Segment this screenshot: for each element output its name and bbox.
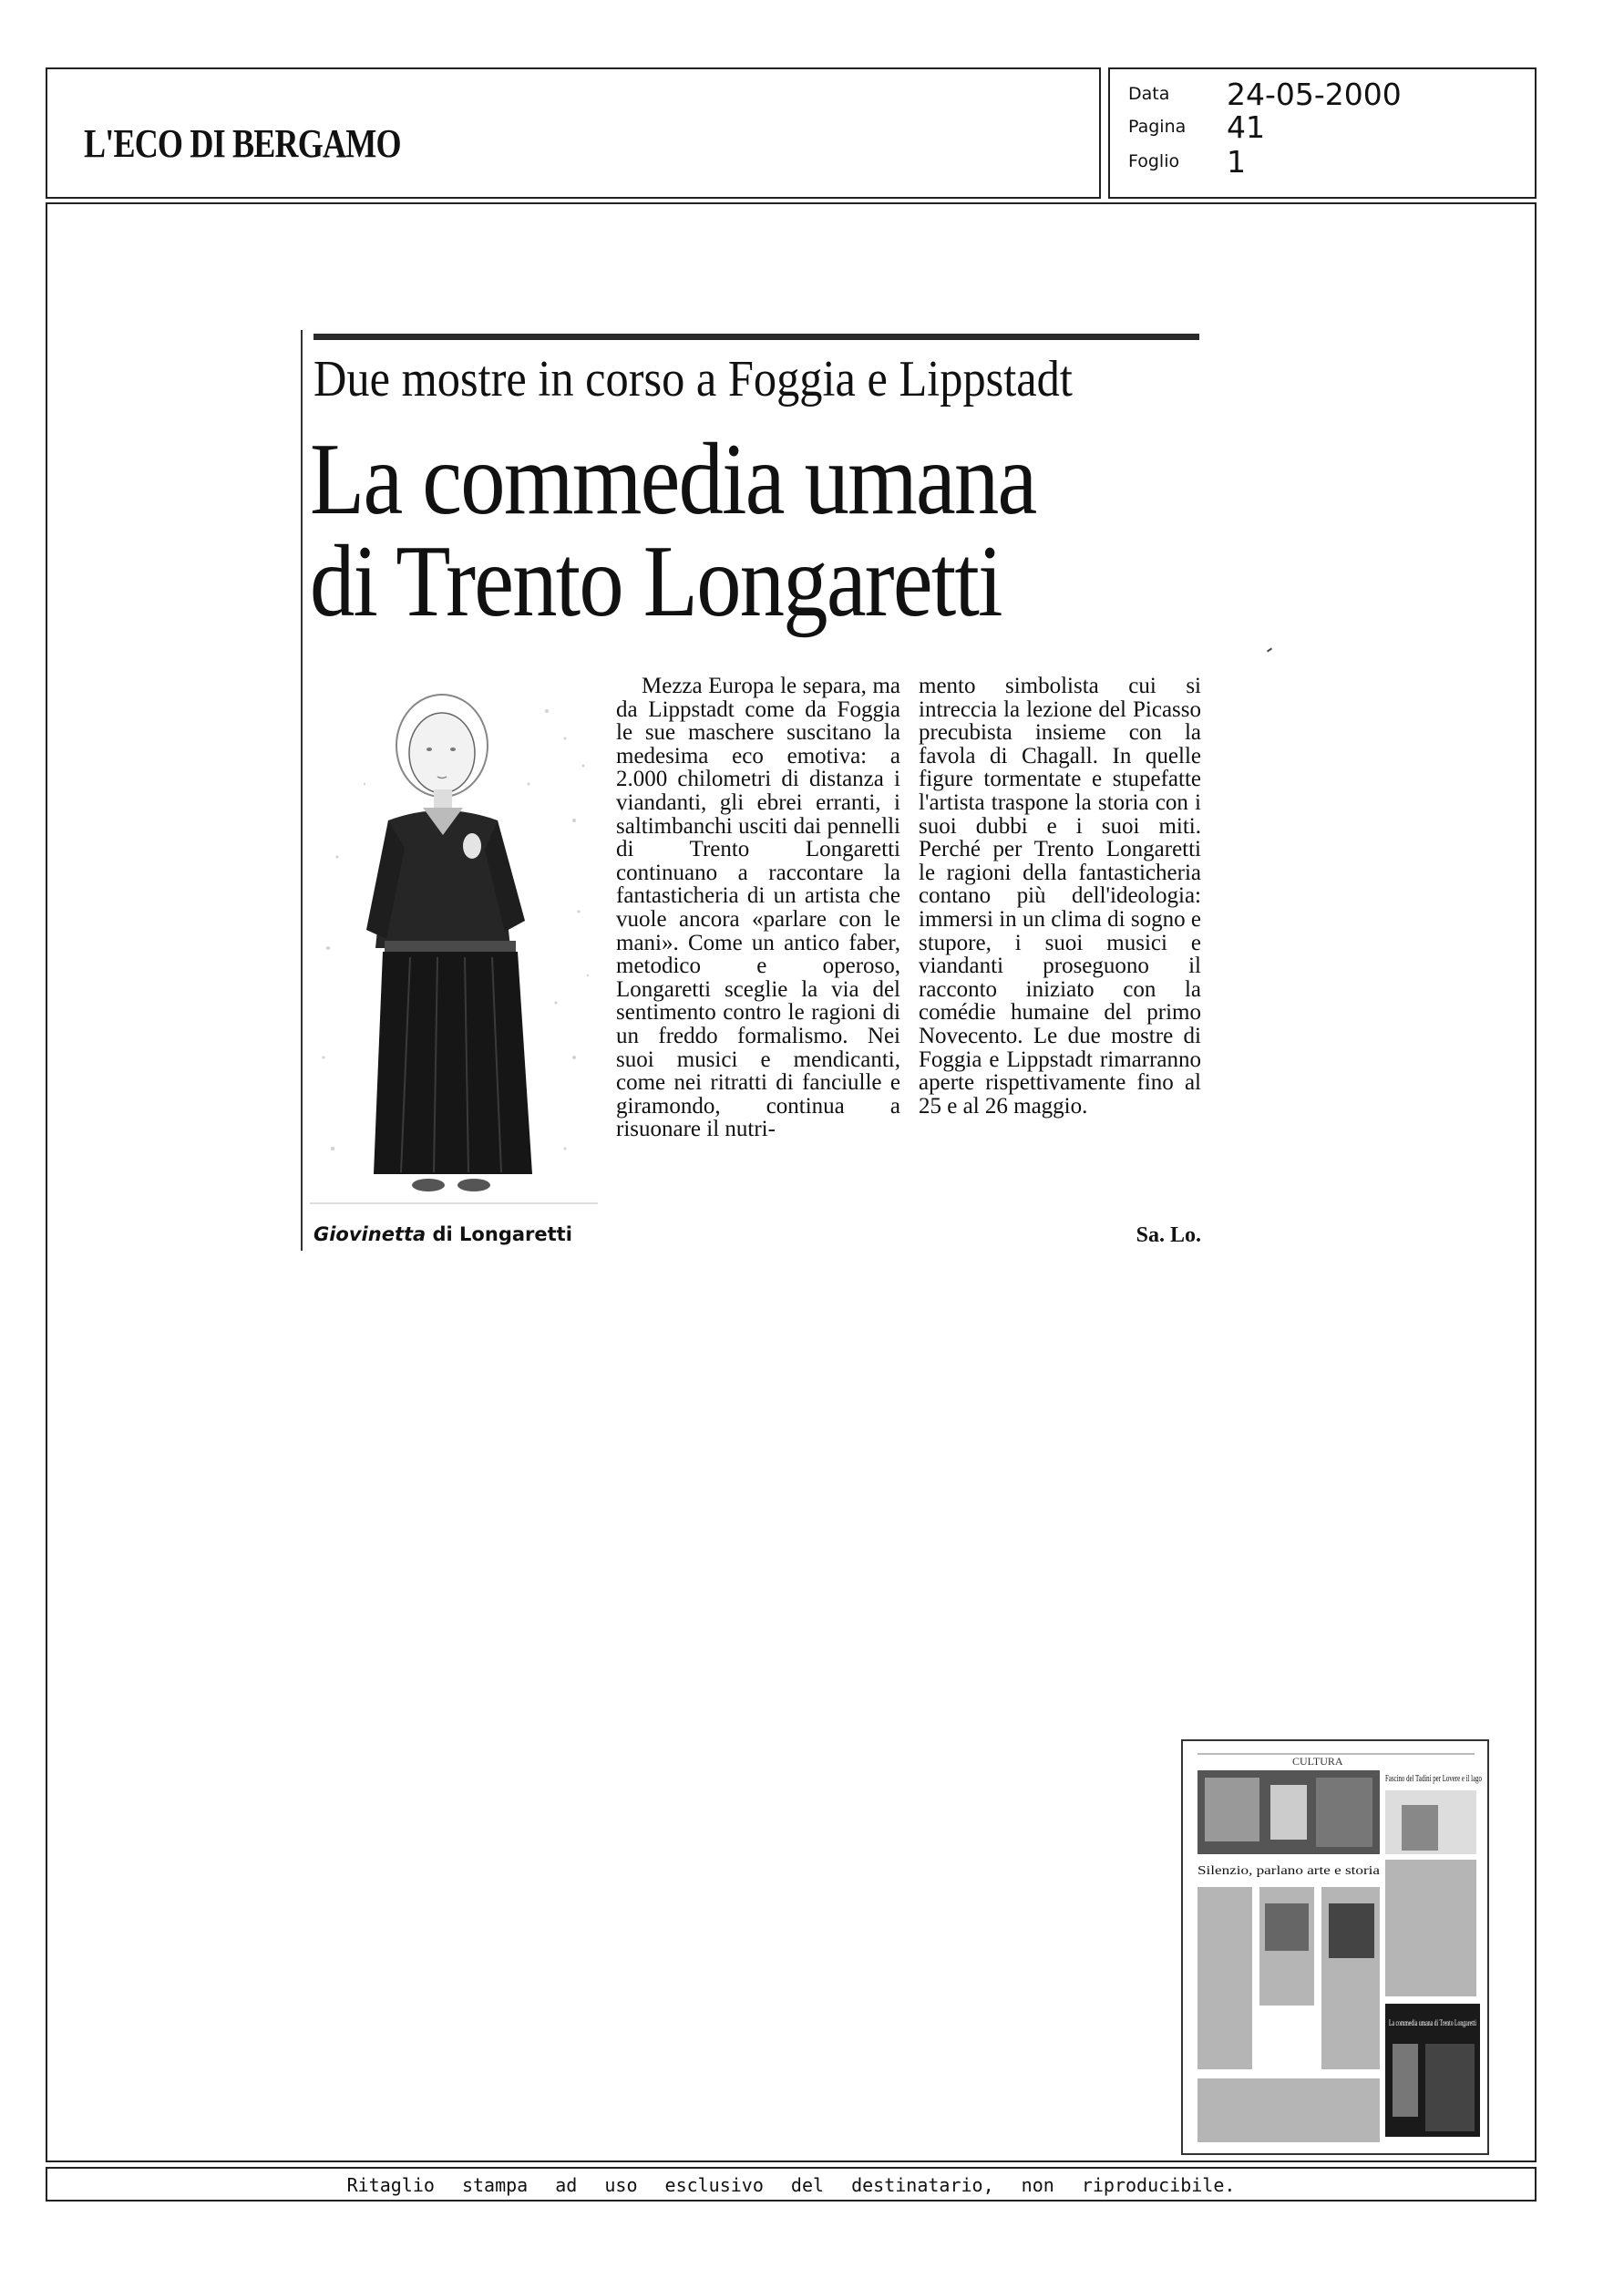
- thumbnail-boxed-headline: La commedia umana di Trento Longaretti: [1389, 2018, 1477, 2027]
- meta-value-date: 24-05-2000: [1227, 77, 1402, 112]
- article-rule-top: [313, 334, 1199, 340]
- painting-caption: [313, 1223, 572, 1245]
- article-kicker: Due mostre in corso a Foggia e Lippstadt: [313, 351, 1073, 407]
- article-column-2: mento simbolista cui si intreccia la lezione del Picasso precubista insieme con la favola di Chagall. In quelle figure tormentate e stupefatte l'artista traspone la storia con i suoi dubbi e i suoi miti. Perché per Trento Longaretti le ragioni della fantasticheria contano più dell'ideologia: immersi in un clima di sogno e stupore, i suoi musici e viandanti proseguono il racconto iniziato con la comédie humaine del primo Novecento. Le due mostre di Foggia e Lippstadt rimarranno aperte rispettivamente fino al 25 e al 26 maggio.: [919, 674, 1201, 1119]
- caption-rest: di Longaretti: [426, 1223, 572, 1245]
- painting-giovinetta: [310, 675, 598, 1214]
- caption-title: Giovinetta: [313, 1223, 427, 1245]
- masthead: L'ECO DI BERGAMO: [84, 121, 401, 166]
- meta-value-page: 41: [1227, 109, 1265, 145]
- article-headline: [310, 423, 1112, 638]
- meta-box: [1108, 67, 1537, 199]
- footer-box: [46, 2167, 1537, 2202]
- footer-notice: Ritaglio stampa ad uso esclusivo del destinatario, non riproducibile.: [346, 2174, 1236, 2196]
- article-signature: Sa. Lo.: [1136, 1223, 1201, 1247]
- meta-label-page: Pagina: [1128, 117, 1187, 137]
- thumbnail-headline-mid: Silenzio, parlano arte e storia: [1197, 1864, 1381, 1878]
- article-rule-vertical: [301, 330, 303, 1251]
- thumbnail-section: CULTURA: [1292, 1755, 1343, 1768]
- meta-label-date: Data: [1128, 84, 1170, 104]
- headline-line-2: di Trento Longaretti: [310, 525, 1002, 638]
- masthead-box: [46, 67, 1101, 199]
- thumbnail-headline-top: Fascino del Tadini per Lovere e il lago: [1385, 1774, 1482, 1784]
- page-thumbnail: [1181, 1739, 1489, 2155]
- meta-value-sheet: 1: [1227, 144, 1246, 180]
- meta-label-sheet: Foglio: [1128, 151, 1180, 171]
- headline-line-1: La commedia umana: [310, 423, 1036, 536]
- article-column-1: Mezza Europa le separa, ma da Lippstadt come da Foggia le sue maschere suscitano la medesima eco emotiva: a 2.000 chilometri di distanza i viandanti, gli ebrei erranti, i saltimbanchi usciti dai pennelli di Trento Longaretti continuano a raccontare la fantasticheria di un artista che vuole ancora «parlare con le mani». Come un antico faber, metodico e operoso, Longaretti sceglie la via del sentimento contro le ragioni di un freddo formalismo. Nei suoi musici e mendicanti, come nei ritratti di fanciulle e giramondo, continua a risuonare il nutri-: [616, 674, 900, 1142]
